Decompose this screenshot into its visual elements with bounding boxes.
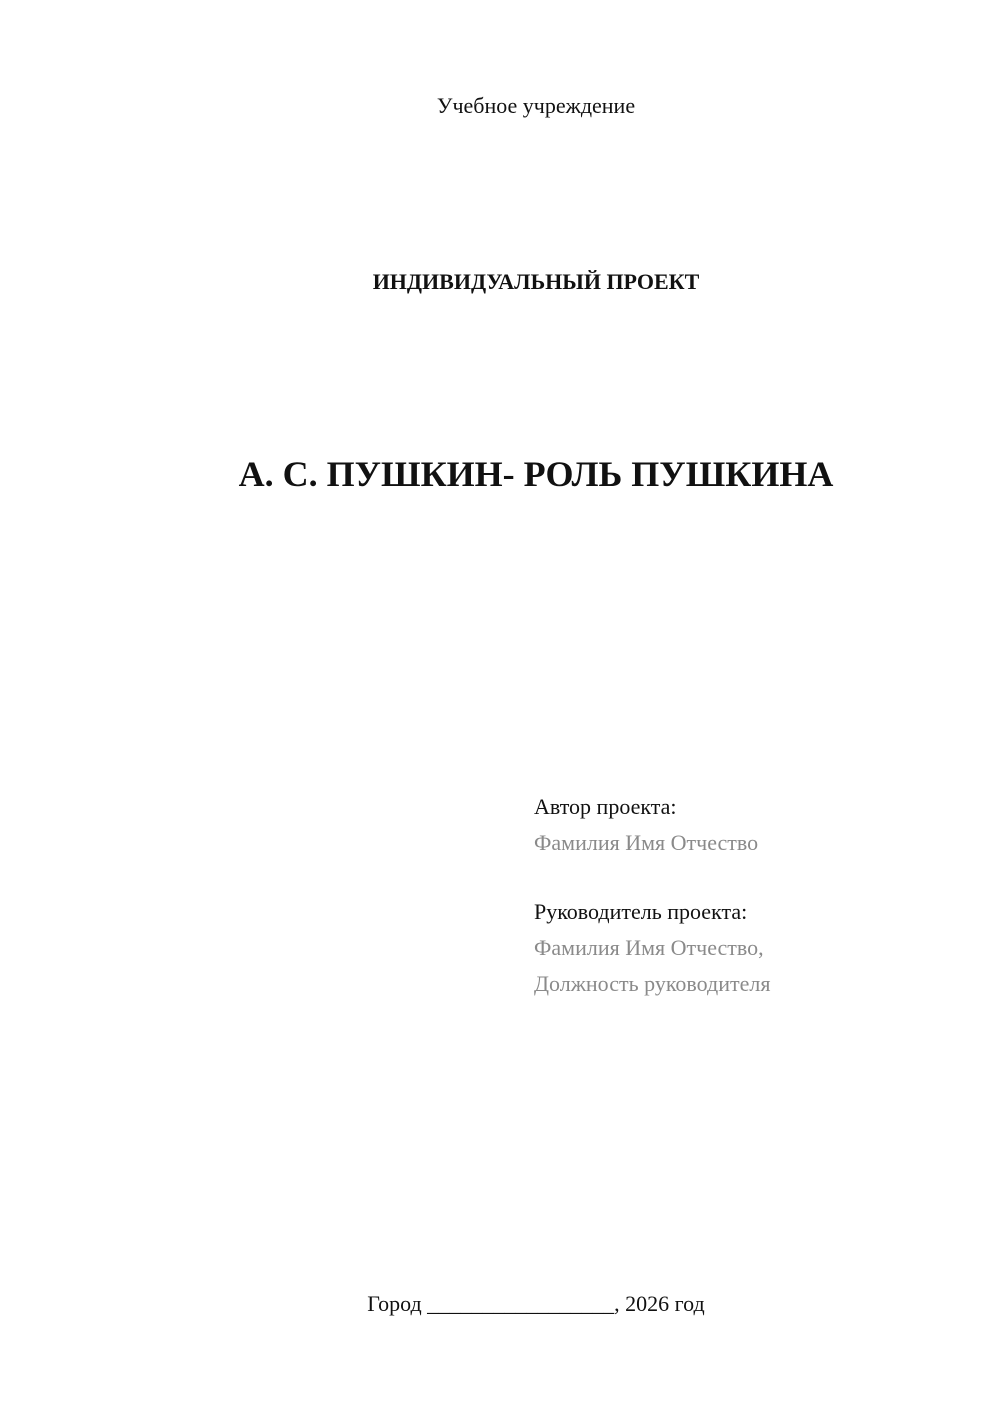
supervisor-position: Должность руководителя: [534, 971, 771, 996]
document-title: А. С. ПУШКИН- РОЛЬ ПУШКИНА: [238, 454, 834, 494]
author-label: Автор проекта:: [534, 794, 677, 819]
supervisor-label: Руководитель проекта:: [534, 899, 748, 924]
credits-spacer: [534, 861, 974, 894]
supervisor-name: Фамилия Имя Отчество,: [534, 935, 764, 960]
project-credits: [534, 789, 974, 1002]
city-year-line: Город _________________, 2026 год: [367, 1291, 705, 1316]
author-name: Фамилия Имя Отчество: [534, 830, 759, 855]
document-type: ИНДИВИДУАЛЬНЫЙ ПРОЕКТ: [372, 269, 700, 294]
institution-name: Учебное учреждение: [436, 93, 636, 118]
